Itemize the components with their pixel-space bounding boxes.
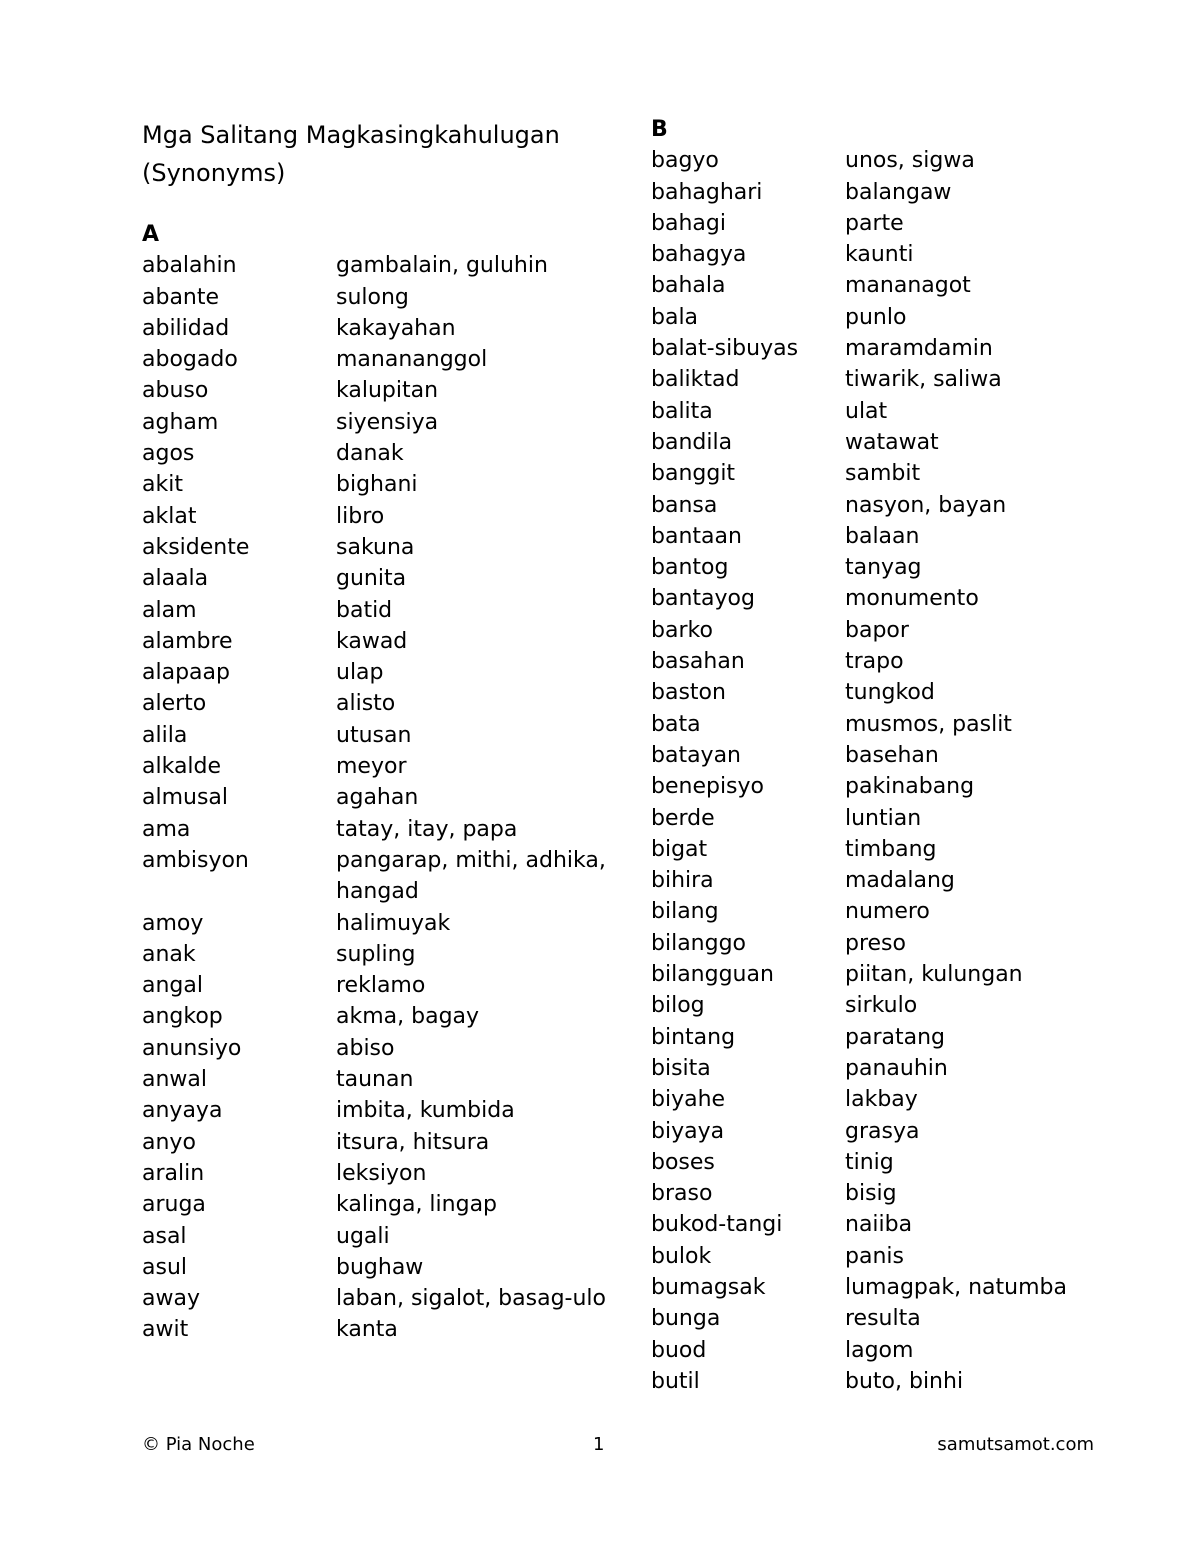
entry-row — [651, 1053, 1131, 1084]
entry-synonym: tinig — [845, 1149, 894, 1175]
entry-synonym: trapo — [845, 649, 904, 675]
entry-row — [142, 970, 612, 1001]
entry-row — [651, 333, 1131, 364]
entry-synonym: alisto — [336, 691, 396, 717]
entry-word: aruga — [142, 1192, 206, 1218]
entry-row — [651, 1209, 1131, 1240]
entry-synonym: bapor — [845, 617, 909, 643]
entry-word: abuso — [142, 378, 209, 404]
entry-row — [142, 626, 612, 657]
entry-row — [651, 364, 1131, 395]
entry-row — [142, 1158, 612, 1189]
entry-synonym: maramdamin — [845, 336, 993, 362]
entry-word: anyaya — [142, 1098, 223, 1124]
entry-synonym: itsura, hitsura — [336, 1129, 490, 1155]
entry-synonym: madalang — [845, 868, 955, 894]
entry-word: alam — [142, 597, 197, 623]
entry-word: barko — [651, 617, 713, 643]
entry-row — [651, 1084, 1131, 1115]
entry-row — [142, 814, 612, 845]
entry-word: bigat — [651, 836, 708, 862]
entry-word: agos — [142, 441, 195, 467]
entry-word: bilog — [651, 993, 705, 1019]
entry-row — [651, 1241, 1131, 1272]
entry-row — [142, 501, 612, 532]
entry-synonym: sirkulo — [845, 993, 918, 1019]
entry-word: aklat — [142, 503, 197, 529]
entry-word: braso — [651, 1181, 713, 1207]
entry-word: bilang — [651, 899, 719, 925]
entry-synonym: luntian — [845, 805, 922, 831]
entry-word: anunsiyo — [142, 1035, 242, 1061]
entry-synonym: tatay, itay, papa — [336, 816, 518, 842]
entry-row — [651, 615, 1131, 646]
entry-synonym: pangarap, mithi, adhika, hangad — [336, 847, 606, 905]
entry-synonym: ulat — [845, 398, 888, 424]
entry-word: bahagya — [651, 242, 747, 268]
entry-row — [142, 782, 612, 813]
entry-row — [142, 595, 612, 626]
entry-word: buod — [651, 1337, 707, 1363]
entry-word: bantayog — [651, 586, 755, 612]
entry-row — [651, 990, 1131, 1021]
entry-synonym: libro — [336, 503, 385, 529]
entry-row — [651, 583, 1131, 614]
entry-synonym: batid — [336, 597, 393, 623]
entry-synonym: tanyag — [845, 555, 922, 581]
entry-synonym: kanta — [336, 1317, 398, 1343]
entry-synonym: agahan — [336, 785, 419, 811]
entry-word: bantaan — [651, 523, 742, 549]
entry-row — [651, 177, 1131, 208]
entry-synonym: utusan — [336, 722, 412, 748]
entry-row — [142, 939, 612, 970]
entry-row — [142, 908, 612, 939]
entry-word: alapaap — [142, 660, 230, 686]
entry-word: bata — [651, 711, 701, 737]
entry-word: angkop — [142, 1004, 223, 1030]
entry-row — [651, 677, 1131, 708]
entry-synonym: manananggol — [336, 347, 488, 373]
entry-synonym: resulta — [845, 1306, 921, 1332]
entry-row — [142, 250, 612, 281]
entry-synonym: ulap — [336, 660, 384, 686]
entry-word: almusal — [142, 785, 229, 811]
entry-word: bihira — [651, 868, 714, 894]
entry-row — [651, 458, 1131, 489]
entry-synonym: balaan — [845, 523, 920, 549]
entry-synonym: mananagot — [845, 273, 971, 299]
entry-row — [142, 407, 612, 438]
entry-row — [651, 803, 1131, 834]
entry-word: abante — [142, 284, 220, 310]
entry-synonym: bisig — [845, 1181, 897, 1207]
entry-word: berde — [651, 805, 715, 831]
entry-synonym: siyensiya — [336, 409, 439, 435]
entry-synonym: abiso — [336, 1035, 395, 1061]
entry-synonym: lakbay — [845, 1087, 918, 1113]
entry-synonym: nasyon, bayan — [845, 492, 1007, 518]
entry-synonym: danak — [336, 441, 404, 467]
entry-synonym: imbita, kumbida — [336, 1098, 515, 1124]
entry-word: alila — [142, 722, 188, 748]
entry-synonym: preso — [845, 930, 906, 956]
entry-row — [142, 1033, 612, 1064]
entry-word: aralin — [142, 1160, 205, 1186]
entry-word: bantog — [651, 555, 729, 581]
entry-synonym: meyor — [336, 754, 407, 780]
entry-row — [651, 740, 1131, 771]
entry-synonym: panauhin — [845, 1055, 948, 1081]
entry-synonym: kalupitan — [336, 378, 439, 404]
entry-word: alerto — [142, 691, 207, 717]
entry-synonym: supling — [336, 941, 416, 967]
entry-word: asal — [142, 1223, 187, 1249]
entry-synonym: unos, sigwa — [845, 148, 975, 174]
entry-row — [651, 270, 1131, 301]
entry-synonym: laban, sigalot, basag-ulo — [336, 1286, 606, 1312]
entry-word: batayan — [651, 742, 741, 768]
entry-synonym: kawad — [336, 628, 408, 654]
entry-word: anwal — [142, 1067, 208, 1093]
entry-word: abogado — [142, 347, 238, 373]
entry-word: biyaya — [651, 1118, 725, 1144]
entry-word: bukod-tangi — [651, 1212, 783, 1238]
entry-synonym: gunita — [336, 566, 407, 592]
entry-row — [651, 771, 1131, 802]
entry-synonym: pakinabang — [845, 774, 975, 800]
entry-synonym: sakuna — [336, 534, 415, 560]
entry-synonym: kalinga, lingap — [336, 1192, 498, 1218]
entry-word: awit — [142, 1317, 189, 1343]
section-letter: A — [142, 222, 160, 247]
entry-row — [142, 1001, 612, 1032]
entry-synonym: tungkod — [845, 680, 935, 706]
entry-synonym: numero — [845, 899, 930, 925]
entry-row — [142, 438, 612, 469]
entry-synonym: sambit — [845, 461, 921, 487]
entry-word: benepisyo — [651, 774, 764, 800]
entry-synonym: bughaw — [336, 1254, 424, 1280]
entry-row — [651, 208, 1131, 239]
entry-synonym: lumagpak, natumba — [845, 1274, 1067, 1300]
entry-word: alaala — [142, 566, 209, 592]
entry-word: abalahin — [142, 253, 237, 279]
entry-row — [651, 1366, 1131, 1397]
entry-word: bahagi — [651, 210, 726, 236]
entry-word: bintang — [651, 1024, 736, 1050]
entry-synonym: paratang — [845, 1024, 945, 1050]
entry-row — [651, 396, 1131, 427]
page-number: 1 — [593, 1434, 605, 1455]
entry-row — [142, 1221, 612, 1252]
page-title: Mga Salitang Magkasingkahulugan (Synonyms) — [142, 121, 560, 187]
entry-row — [142, 1252, 612, 1283]
entry-row — [651, 928, 1131, 959]
entry-row — [142, 469, 612, 500]
entry-synonym: leksiyon — [336, 1160, 427, 1186]
entry-row — [651, 959, 1131, 990]
entry-synonym: basehan — [845, 742, 939, 768]
entry-row — [142, 375, 612, 406]
entry-row — [142, 313, 612, 344]
entry-synonym: sulong — [336, 284, 409, 310]
entry-word: amoy — [142, 910, 204, 936]
entry-synonym: monumento — [845, 586, 979, 612]
entry-row — [142, 1064, 612, 1095]
entry-row — [651, 490, 1131, 521]
entry-row — [142, 563, 612, 594]
entry-row — [142, 344, 612, 375]
entry-synonym: panis — [845, 1243, 904, 1269]
entry-row — [651, 1022, 1131, 1053]
entry-word: bilangguan — [651, 962, 774, 988]
section-a — [142, 219, 612, 1346]
entry-synonym: halimuyak — [336, 910, 451, 936]
entry-row — [142, 1127, 612, 1158]
entry-row — [651, 552, 1131, 583]
entry-word: bulok — [651, 1243, 712, 1269]
entry-row — [142, 1095, 612, 1126]
entry-synonym: watawat — [845, 429, 939, 455]
entry-row — [651, 1147, 1131, 1178]
entry-synonym: lagom — [845, 1337, 914, 1363]
entry-word: balat-sibuyas — [651, 336, 799, 362]
entry-list-a — [142, 250, 612, 1345]
entry-word: anak — [142, 941, 196, 967]
entry-word: boses — [651, 1149, 715, 1175]
entry-word: balita — [651, 398, 713, 424]
entry-synonym: piitan, kulungan — [845, 962, 1023, 988]
entry-row — [142, 688, 612, 719]
entry-row — [651, 1272, 1131, 1303]
entry-row — [651, 302, 1131, 333]
entry-row — [651, 646, 1131, 677]
entry-row — [651, 521, 1131, 552]
entry-row — [142, 1283, 612, 1314]
entry-row — [651, 1303, 1131, 1334]
entry-word: basahan — [651, 649, 745, 675]
entry-synonym: gambalain, guluhin — [336, 253, 548, 279]
entry-row — [651, 427, 1131, 458]
entry-word: ama — [142, 816, 191, 842]
entry-row — [142, 751, 612, 782]
entry-row — [651, 1178, 1131, 1209]
entry-word: bansa — [651, 492, 718, 518]
entry-synonym: buto, binhi — [845, 1368, 964, 1394]
entry-row — [651, 239, 1131, 270]
entry-word: biyahe — [651, 1087, 726, 1113]
entry-row — [651, 145, 1131, 176]
entry-word: bandila — [651, 429, 733, 455]
entry-row — [142, 1189, 612, 1220]
entry-word: aksidente — [142, 534, 250, 560]
entry-list-b — [651, 145, 1131, 1397]
entry-row — [651, 709, 1131, 740]
entry-synonym: parte — [845, 210, 904, 236]
footer-website: samutsamot.com — [937, 1434, 1094, 1455]
entry-synonym: balangaw — [845, 179, 952, 205]
entry-word: bumagsak — [651, 1274, 766, 1300]
entry-row — [142, 532, 612, 563]
entry-word: bilanggo — [651, 930, 747, 956]
entry-synonym: naiiba — [845, 1212, 913, 1238]
entry-word: akit — [142, 472, 183, 498]
entry-synonym: reklamo — [336, 973, 426, 999]
entry-synonym: musmos, paslit — [845, 711, 1012, 737]
section-b — [651, 114, 1131, 1397]
entry-synonym: tiwarik, saliwa — [845, 367, 1002, 393]
entry-word: bala — [651, 304, 699, 330]
entry-row — [142, 845, 612, 908]
entry-row — [142, 1314, 612, 1345]
entry-word: away — [142, 1286, 200, 1312]
entry-word: bahala — [651, 273, 726, 299]
entry-word: baliktad — [651, 367, 740, 393]
entry-synonym: punlo — [845, 304, 907, 330]
entry-row — [651, 896, 1131, 927]
entry-word: baston — [651, 680, 726, 706]
entry-word: butil — [651, 1368, 700, 1394]
entry-word: angal — [142, 973, 203, 999]
entry-word: bisita — [651, 1055, 711, 1081]
entry-word: abilidad — [142, 315, 230, 341]
entry-row — [651, 865, 1131, 896]
entry-synonym: grasya — [845, 1118, 920, 1144]
entry-synonym: kakayahan — [336, 315, 456, 341]
entry-synonym: bighani — [336, 472, 418, 498]
entry-row — [651, 834, 1131, 865]
entry-word: ambisyon — [142, 847, 249, 873]
entry-synonym: akma, bagay — [336, 1004, 480, 1030]
entry-row — [142, 657, 612, 688]
entry-synonym: timbang — [845, 836, 937, 862]
entry-word: banggit — [651, 461, 736, 487]
entry-word: bahaghari — [651, 179, 763, 205]
entry-word: bunga — [651, 1306, 721, 1332]
entry-synonym: kaunti — [845, 242, 914, 268]
entry-word: alambre — [142, 628, 233, 654]
entry-synonym: taunan — [336, 1067, 414, 1093]
entry-synonym: ugali — [336, 1223, 390, 1249]
entry-word: alkalde — [142, 754, 222, 780]
entry-row — [651, 1116, 1131, 1147]
footer-author: © Pia Noche — [142, 1434, 255, 1455]
entry-row — [651, 1335, 1131, 1366]
section-letter: B — [651, 117, 668, 142]
entry-word: bagyo — [651, 148, 719, 174]
entry-word: asul — [142, 1254, 187, 1280]
entry-word: agham — [142, 409, 219, 435]
entry-row — [142, 720, 612, 751]
entry-row — [142, 282, 612, 313]
entry-word: anyo — [142, 1129, 196, 1155]
